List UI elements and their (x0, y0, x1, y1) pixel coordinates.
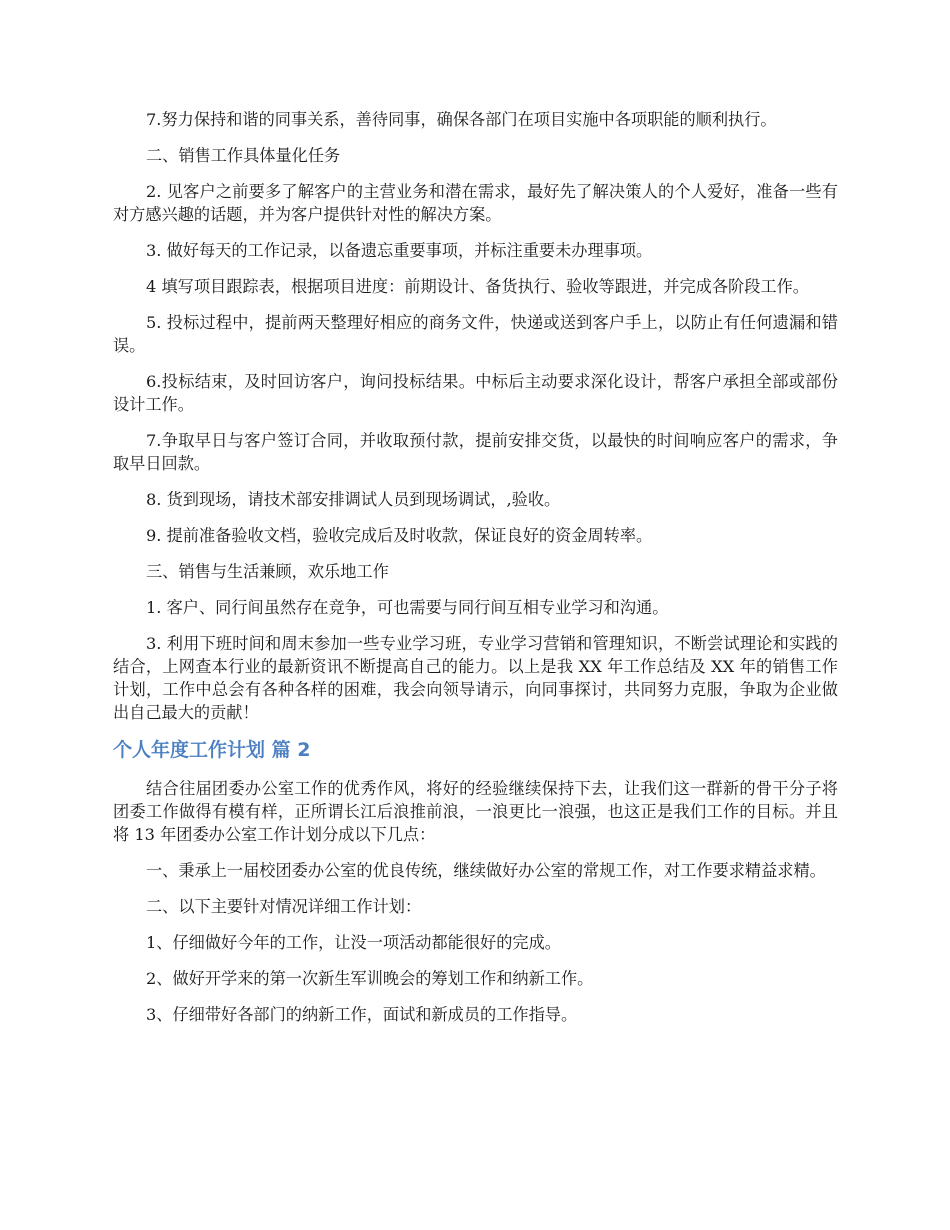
list-item: 3、仔细带好各部门的纳新工作，面试和新成员的工作指导。 (146, 1005, 578, 1024)
paragraph: 2. 见客户之前要多了解客户的主营业务和潜在需求，最好先了解决策人的个人爱好，准备一些有对方感兴趣的话题，并为客户提供针对性的解决方案。 (113, 182, 838, 224)
paragraph: 结合往届团委办公室工作的优秀作风，将好的经验继续保持下去，让我们这一群新的骨干分子将团委工作做得有模有样，正所谓长江后浪推前浪，一浪更比一浪强，也这正是我们工作的目标。并且将 13 年团委办公室工作计划分成以下几点： (113, 779, 838, 844)
list-item: 2、做好开学来的第一次新生军训晚会的筹划工作和纳新工作。 (146, 969, 594, 988)
section-subheading: 二、销售工作具体量化任务 (146, 146, 341, 165)
paragraph: 1. 客户、同行间虽然存在竞争，可也需要与同行间互相专业学习和沟通。 (146, 598, 669, 617)
section-subheading: 三、销售与生活兼顾，欢乐地工作 (146, 562, 389, 581)
paragraph: 3. 做好每天的工作记录，以备遗忘重要事项，并标注重要未办理事项。 (146, 241, 653, 260)
paragraph: 7.努力保持和谐的同事关系，善待同事，确保各部门在项目实施中各项职能的顺利执行。 (146, 110, 777, 129)
paragraph: 9. 提前准备验收文档，验收完成后及时收款，保证良好的资金周转率。 (146, 526, 653, 545)
list-item: 1、仔细做好今年的工作，让没一项活动都能很好的完成。 (146, 933, 561, 952)
section-subheading: 二、以下主要针对情况详细工作计划： (146, 897, 422, 916)
section-title: 个人年度工作计划 篇 2 (113, 739, 311, 761)
paragraph: 8. 货到现场，请技术部安排调试人员到现场调试，,验收。 (146, 490, 561, 509)
paragraph: 4 填写项目跟踪表，根据项目进度：前期设计、备货执行、验收等跟进，并完成各阶段工作。 (146, 277, 809, 296)
paragraph: 一、秉承上一届校团委办公室的优良传统，继续做好办公室的常规工作，对工作要求精益求精。 (146, 861, 826, 880)
paragraph: 7.争取早日与客户签订合同，并收取预付款，提前安排交货，以最快的时间响应客户的需求，争取早日回款。 (113, 431, 838, 473)
paragraph: 3. 利用下班时间和周末参加一些专业学习班，专业学习营销和管理知识，不断尝试理论和实践的结合，上网查本行业的最新资讯不断提高自己的能力。以上是我 XX 年工作总结及 XX 年的销售工作计划，工作中总会有各种各样的困难，我会向领导请示，向同事探讨，共同努力克服，争取为企业做出自己最大的贡献！ (113, 634, 838, 722)
document-body (113, 108, 838, 1039)
paragraph: 6.投标结束，及时回访客户，询问投标结果。中标后主动要求深化设计，帮客户承担全部或部份设计工作。 (113, 372, 838, 414)
paragraph: 5. 投标过程中，提前两天整理好相应的商务文件，快递或送到客户手上，以防止有任何遗漏和错误。 (113, 313, 838, 355)
